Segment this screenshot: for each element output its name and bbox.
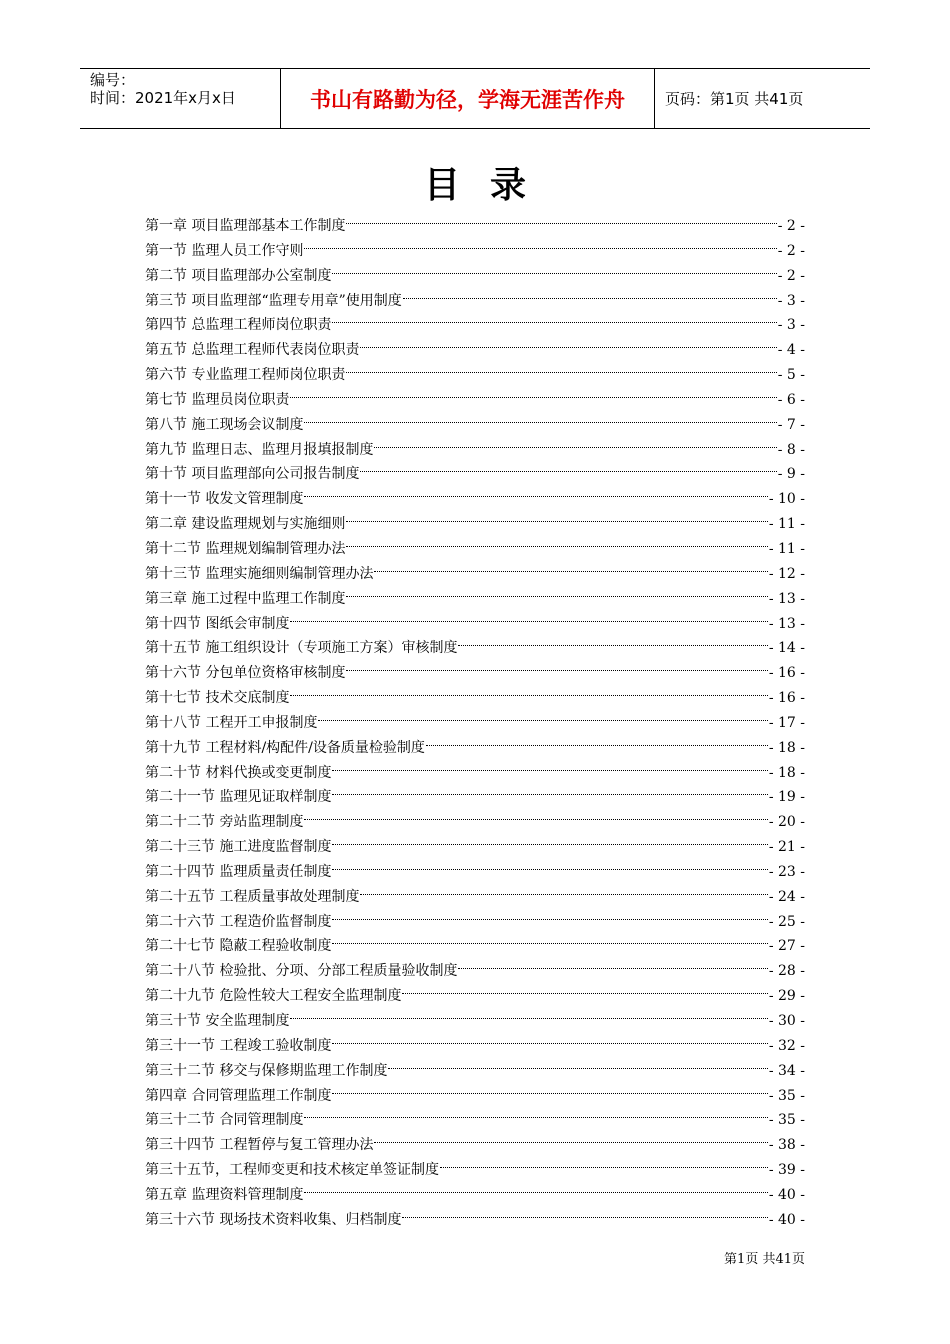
toc-entry-label: 第五章 监理资料管理制度 xyxy=(145,1186,304,1203)
toc-entry-label: 第二节 项目监理部办公室制度 xyxy=(145,267,332,284)
document-number-label: 编号： xyxy=(90,71,136,89)
toc-entry-page: - 10 - xyxy=(768,491,805,508)
header-meta xyxy=(80,69,281,128)
toc-leader-dots xyxy=(332,770,767,795)
toc-entry-label: 第三十节 安全监理制度 xyxy=(145,1013,290,1029)
toc-entry-page: - 34 - xyxy=(768,1062,805,1079)
toc-entry-page: - 35 - xyxy=(768,1112,805,1129)
toc-entry-page: - 12 - xyxy=(768,565,805,582)
toc-leader-dots xyxy=(332,895,767,920)
toc-entry-page: - 30 - xyxy=(768,1013,805,1029)
toc-entry-label: 第二十一节 监理见证取样制度 xyxy=(145,789,332,806)
toc-entry-label: 第十一节 收发文管理制度 xyxy=(145,491,304,508)
toc-leader-dots xyxy=(346,497,767,522)
toc-entry-page: - 29 - xyxy=(768,988,805,1005)
toc-entry-page: - 32 - xyxy=(768,1037,805,1054)
toc-entry-page: - 7 - xyxy=(777,416,805,433)
toc-entry-label: 第一节 监理人员工作守则 xyxy=(145,242,304,259)
toc-leader-dots xyxy=(290,994,767,1019)
toc-entry-label: 第十二节 监理规划编制管理办法 xyxy=(145,540,346,557)
toc-entry-page: - 14 - xyxy=(768,640,805,657)
toc-entry-page: - 18 - xyxy=(768,764,805,781)
toc-leader-dots xyxy=(374,547,767,572)
toc-entry-page: - 24 - xyxy=(768,888,805,905)
toc-leader-dots xyxy=(332,820,767,845)
toc-leader-dots xyxy=(440,1143,768,1168)
toc-leader-dots xyxy=(332,1019,767,1044)
toc-leader-dots xyxy=(332,1069,767,1094)
page-title: 目录 xyxy=(423,165,556,206)
toc-entry-label: 第二十四节 监理质量责任制度 xyxy=(145,863,332,880)
document-header xyxy=(80,68,870,129)
toc-entry-page: - 19 - xyxy=(768,789,805,806)
toc-entry-page: - 40 - xyxy=(768,1211,805,1228)
toc-entry-label: 第二十七节 隐蔽工程验收制度 xyxy=(145,938,332,955)
toc-leader-dots xyxy=(403,274,777,299)
toc-entry-label: 第六节 专业监理工程师岗位职责 xyxy=(145,367,346,384)
page-footer: 第1页 共41页 xyxy=(724,1252,805,1267)
toc-entry-page: - 13 - xyxy=(768,615,805,632)
toc-leader-dots xyxy=(304,472,767,497)
toc-entry-page: - 39 - xyxy=(768,1162,805,1179)
toc-leader-dots xyxy=(346,572,767,597)
header-page-info: 页码：第1页 共41页 xyxy=(665,90,804,108)
toc-entry-page: - 6 - xyxy=(777,391,805,408)
toc-leader-dots xyxy=(332,746,767,771)
toc-entry-page: - 11 - xyxy=(768,540,805,557)
toc-leader-dots xyxy=(402,969,767,994)
toc-entry-page: - 25 - xyxy=(768,913,805,930)
toc-entry-label: 第二十二节 旁站监理制度 xyxy=(145,814,304,831)
toc-leader-dots xyxy=(332,919,767,944)
toc-leader-dots xyxy=(360,447,776,472)
toc-entry-page: - 23 - xyxy=(768,863,805,880)
toc-entry-label: 第二十九节 危险性较大工程安全监理制度 xyxy=(145,988,402,1005)
toc-entry-page: - 9 - xyxy=(777,466,805,483)
toc-leader-dots xyxy=(458,621,767,646)
toc-leader-dots xyxy=(332,298,776,323)
toc-entry-label: 第二十六节 工程造价监督制度 xyxy=(145,913,332,930)
toc-entry-label: 第三十二节 移交与保修期监理工作制度 xyxy=(145,1062,388,1079)
toc-entry-label: 第三十四节 工程暂停与复工管理办法 xyxy=(145,1137,374,1154)
toc-entry-page: - 27 - xyxy=(768,938,805,955)
toc-entry-label: 第二十三节 施工进度监督制度 xyxy=(145,839,332,856)
toc-leader-dots xyxy=(332,249,776,274)
toc-entry-page: - 3 - xyxy=(777,317,805,334)
document-time-label: 时间：2021年x月x日 xyxy=(90,89,236,107)
toc-entry-label: 第二十五节 工程质量事故处理制度 xyxy=(145,888,360,905)
toc-leader-dots xyxy=(360,323,776,348)
toc-leader-dots xyxy=(458,944,767,969)
toc-entry-label: 第三十五节，工程师变更和技术核定单签证制度 xyxy=(145,1162,439,1179)
toc-leader-dots xyxy=(426,721,768,746)
toc-entry-label: 第十三节 监理实施细则编制管理办法 xyxy=(145,565,374,582)
toc-leader-dots xyxy=(374,423,776,448)
toc-leader-dots xyxy=(388,1044,767,1069)
toc-leader-dots xyxy=(318,696,767,721)
toc-entry-page: - 20 - xyxy=(768,814,805,831)
toc-entry-page: - 38 - xyxy=(768,1137,805,1154)
toc-entry-label: 第三十一节 工程竣工验收制度 xyxy=(145,1037,332,1054)
toc-leader-dots xyxy=(304,398,776,423)
toc-entry-page: - 21 - xyxy=(768,839,805,856)
toc-leader-dots xyxy=(402,1193,767,1218)
toc-entry-label: 第四节 总监理工程师岗位职责 xyxy=(145,317,332,334)
toc-entry-label: 第十五节 施工组织设计（专项施工方案）审核制度 xyxy=(145,640,458,657)
header-motto: 书山有路勤为径，学海无涯苦作舟 xyxy=(281,69,655,128)
toc-entry-label: 第二十八节 检验批、分项、分部工程质量验收制度 xyxy=(145,963,458,980)
toc-leader-dots xyxy=(304,1168,767,1193)
toc-entry-page: - 17 - xyxy=(768,714,805,731)
toc-entry-label: 第三十二节 合同管理制度 xyxy=(145,1112,304,1129)
toc-leader-dots xyxy=(374,1118,767,1143)
toc-leader-dots xyxy=(346,348,776,373)
toc-entry-page: - 2 - xyxy=(777,242,805,259)
toc-leader-dots xyxy=(290,671,767,696)
toc-entry-page: - 5 - xyxy=(777,367,805,384)
toc-entry-label: 第十九节 工程材料/构配件/设备质量检验制度 xyxy=(145,739,425,756)
toc-entry-label: 第三节 项目监理部“监理专用章”使用制度 xyxy=(145,292,402,309)
toc-entry-label: 第三章 施工过程中监理工作制度 xyxy=(145,590,346,607)
toc-entry-label: 第十七节 技术交底制度 xyxy=(145,690,290,707)
toc-leader-dots xyxy=(290,597,767,622)
toc-entry-page: - 28 - xyxy=(768,963,805,980)
toc-leader-dots xyxy=(346,199,776,224)
toc-entry-label: 第十八节 工程开工申报制度 xyxy=(145,714,318,731)
toc-leader-dots xyxy=(304,1093,767,1118)
toc-leader-dots xyxy=(304,224,776,249)
toc-entry-label: 第九节 监理日志、监理月报填报制度 xyxy=(145,441,374,458)
toc-leader-dots xyxy=(332,845,767,870)
toc-entry-label: 第十四节 图纸会审制度 xyxy=(145,615,290,632)
toc-leader-dots xyxy=(304,795,767,820)
toc-entry-page: - 16 - xyxy=(768,690,805,707)
toc-entry-page: - 40 - xyxy=(768,1186,805,1203)
toc-entry-label: 第十六节 分包单位资格审核制度 xyxy=(145,665,346,682)
toc-leader-dots xyxy=(360,870,767,895)
toc-entry-page: - 11 - xyxy=(768,516,805,533)
toc-entry-page: - 13 - xyxy=(768,590,805,607)
table-of-contents xyxy=(145,205,805,1228)
toc-entry-page: - 2 - xyxy=(777,267,805,284)
toc-entry-page: - 18 - xyxy=(768,739,805,756)
toc-entry-page: - 3 - xyxy=(777,292,805,309)
toc-entry-label: 第十节 项目监理部向公司报告制度 xyxy=(145,466,360,483)
toc-leader-dots xyxy=(346,522,767,547)
toc-entry-label: 第八节 施工现场会议制度 xyxy=(145,416,304,433)
toc-entry-label: 第四章 合同管理监理工作制度 xyxy=(145,1087,332,1104)
toc-entry-label: 第三十六节 现场技术资料收集、归档制度 xyxy=(145,1211,402,1228)
toc-entry-label: 第一章 项目监理部基本工作制度 xyxy=(145,218,346,234)
toc-entry-label: 第二章 建设监理规划与实施细则 xyxy=(145,516,346,533)
toc-entry-label: 第七节 监理员岗位职责 xyxy=(145,391,290,408)
toc-entry-page: - 4 - xyxy=(777,342,805,359)
toc-entry-label: 第五节 总监理工程师代表岗位职责 xyxy=(145,342,360,359)
toc-leader-dots xyxy=(346,646,767,671)
toc-entry-page: - 8 - xyxy=(777,441,805,458)
toc-entry-page: - 35 - xyxy=(768,1087,805,1104)
toc-entry-page: - 2 - xyxy=(777,218,805,234)
toc-entry-page: - 16 - xyxy=(768,665,805,682)
toc-leader-dots xyxy=(290,373,776,398)
toc-entry-label: 第二十节 材料代换或变更制度 xyxy=(145,764,332,781)
